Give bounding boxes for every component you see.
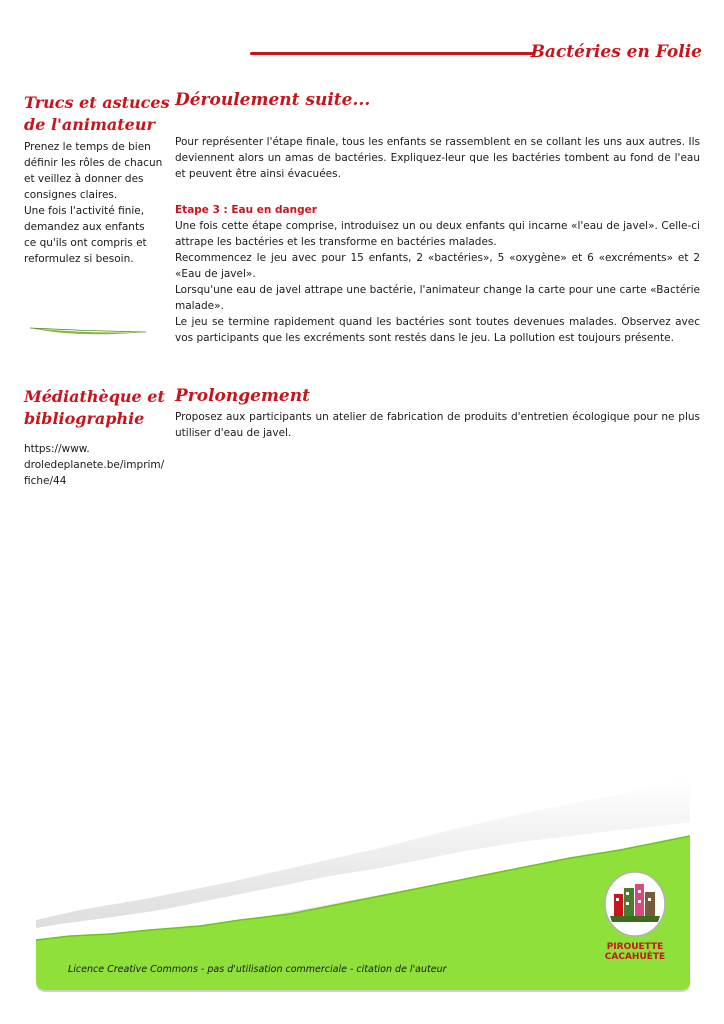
tips-line: reformulez si besoin.: [24, 253, 134, 265]
tips-line: ce qu'ils ont compris et: [24, 237, 147, 249]
tips-line: consignes claires.: [24, 189, 118, 201]
media-text: [24, 441, 174, 489]
tips-line: et veillez à donner des: [24, 173, 144, 185]
deroulement-intro: [175, 134, 700, 182]
tips-text: [24, 139, 174, 267]
step3-paragraph: Recommencez le jeu avec pour 15 enfants, 2 «bactéries», 5 «oxygène» et 6 «excréments» et 2 «Eau de javel».: [175, 252, 700, 280]
media-link-line[interactable]: droledeplanete.be/imprim/: [24, 459, 165, 471]
media-link-line[interactable]: fiche/44: [24, 475, 67, 487]
header-rule: [250, 52, 534, 55]
prolongement-heading: Prolongement: [175, 386, 310, 406]
tips-heading-line1: Trucs et astuces: [24, 93, 170, 112]
logo-wordmark: [596, 942, 674, 962]
licence-text: Licence Creative Commons - pas d'utilisation commerciale - citation de l'auteur: [68, 964, 447, 975]
tips-line: demandez aux enfants: [24, 221, 145, 233]
logo-line2: CACAHUÈTE: [604, 952, 666, 962]
document-title: Bactéries en Folie: [530, 42, 702, 62]
step3-paragraph: Lorsqu'une eau de javel attrape une bactérie, l'animateur change la carte pour une carte «Bactérie malade».: [175, 284, 700, 312]
step3-section: [175, 202, 700, 346]
leaf-divider-icon: [28, 322, 148, 338]
media-heading-line2: bibliographie: [24, 409, 145, 428]
tips-line: Une fois l'activité finie,: [24, 205, 145, 217]
deroulement-heading: Déroulement suite...: [175, 90, 371, 110]
media-link-line[interactable]: https://www.: [24, 443, 90, 455]
tips-heading-line2: de l'animateur: [24, 115, 155, 134]
pirouette-cacahuete-logo-icon: [600, 868, 670, 938]
tips-line: définir les rôles de chacun: [24, 157, 163, 169]
intro-paragraph: Pour représenter l'étape finale, tous les enfants se rassemblent en se collant les uns aux autres. Ils deviennent alors un amas de bactéries. Expliquez-leur que les bactéries tombent au fond de l'eau et peuvent être ainsi évacuées.: [175, 136, 700, 180]
media-heading: [24, 386, 174, 430]
media-heading-line1: Médiathèque et: [24, 387, 165, 406]
step3-paragraph: Une fois cette étape comprise, introduisez un ou deux enfants qui incarne «l'eau de javel». Celle-ci attrape les bactéries et les transforme en bactéries malades.: [175, 220, 700, 248]
logo-line1: PIROUETTE: [606, 942, 664, 952]
step3-paragraph: Le jeu se termine rapidement quand les bactéries sont toutes devenues malades. Observez avec vos participants que les excréments sont restés dans le jeu. La pollution est toujours présente.: [175, 316, 700, 344]
step3-title: Etape 3 : Eau en danger: [175, 204, 317, 216]
tips-heading: [24, 92, 174, 136]
tips-line: Prenez le temps de bien: [24, 141, 151, 153]
prolongement-text: [175, 409, 700, 441]
prolongement-paragraph: Proposez aux participants un atelier de fabrication de produits d'entretien écologique pour ne plus utiliser d'eau de javel.: [175, 411, 700, 439]
